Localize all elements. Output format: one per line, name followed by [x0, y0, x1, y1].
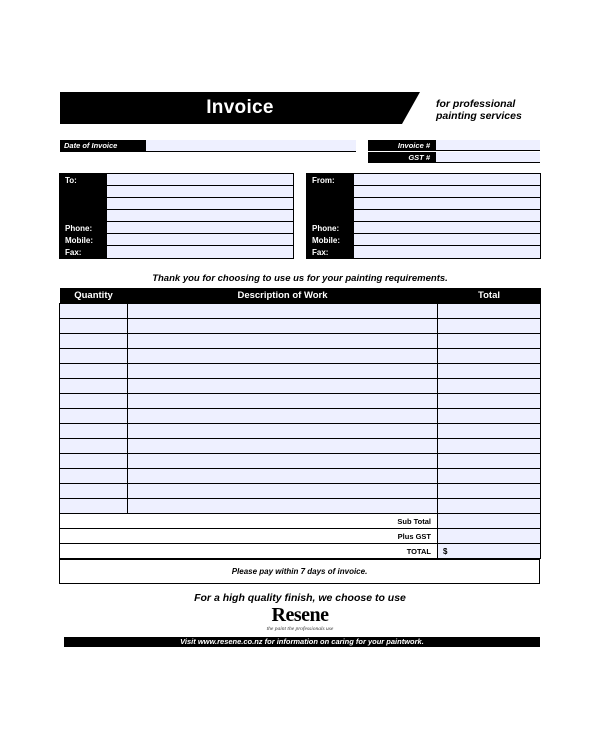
total-cell[interactable]: [438, 499, 541, 514]
description-cell[interactable]: [128, 364, 438, 379]
from-line-4[interactable]: [354, 210, 540, 222]
quantity-cell[interactable]: [60, 364, 128, 379]
quantity-cell[interactable]: [60, 334, 128, 349]
table-row: [60, 379, 541, 394]
quantity-cell[interactable]: [60, 409, 128, 424]
to-line-2[interactable]: [107, 186, 293, 198]
quantity-cell[interactable]: [60, 424, 128, 439]
from-fax-label: Fax:: [312, 248, 329, 257]
quantity-cell[interactable]: [60, 469, 128, 484]
invoice-title: Invoice: [206, 97, 274, 118]
table-row: [60, 364, 541, 379]
to-address-box: [59, 173, 294, 259]
to-line-1[interactable]: [107, 174, 293, 186]
total-cell[interactable]: [438, 409, 541, 424]
work-table: [59, 288, 541, 559]
table-row: [60, 334, 541, 349]
subtotal-label: Sub Total: [60, 514, 438, 529]
from-address-box: [306, 173, 541, 259]
table-header-row: [60, 288, 541, 304]
resene-logo-tagline: the paint the professionals use: [266, 626, 334, 632]
from-label: From:: [312, 176, 335, 185]
plus-gst-label: Plus GST: [60, 529, 438, 544]
to-phone-field[interactable]: [107, 222, 293, 234]
description-cell[interactable]: [128, 439, 438, 454]
plus-gst-cell[interactable]: [438, 529, 541, 544]
quantity-cell[interactable]: [60, 379, 128, 394]
from-mobile-field[interactable]: [354, 234, 540, 246]
table-row: [60, 349, 541, 364]
total-label: TOTAL: [60, 544, 438, 559]
quantity-cell[interactable]: [60, 484, 128, 499]
from-mobile-label: Mobile:: [312, 236, 340, 245]
gst-number-field[interactable]: [436, 152, 540, 163]
from-fax-field[interactable]: [354, 246, 540, 258]
work-table-body: [60, 304, 541, 559]
quality-statement: For a high quality finish, we choose to use: [194, 592, 406, 604]
table-row: [60, 484, 541, 499]
total-cell[interactable]: [438, 319, 541, 334]
thank-you-message: Thank you for choosing to use us for your painting requirements.: [152, 273, 448, 284]
total-cell[interactable]: [438, 304, 541, 319]
total-cell[interactable]: [438, 424, 541, 439]
table-row: [60, 304, 541, 319]
description-cell[interactable]: [128, 394, 438, 409]
gst-number-label: GST #: [368, 152, 436, 163]
total-cell[interactable]: [438, 394, 541, 409]
quantity-cell[interactable]: [60, 499, 128, 514]
description-cell[interactable]: [128, 499, 438, 514]
quantity-cell[interactable]: [60, 439, 128, 454]
to-mobile-label: Mobile:: [65, 236, 93, 245]
table-row: [60, 454, 541, 469]
table-row: [60, 469, 541, 484]
total-cell[interactable]: [438, 454, 541, 469]
description-cell[interactable]: [128, 424, 438, 439]
description-cell[interactable]: [128, 484, 438, 499]
total-cell[interactable]: [438, 349, 541, 364]
grand-total-cell[interactable]: $: [438, 544, 541, 559]
from-line-2[interactable]: [354, 186, 540, 198]
to-fax-label: Fax:: [65, 248, 82, 257]
quantity-cell[interactable]: [60, 454, 128, 469]
description-cell[interactable]: [128, 409, 438, 424]
quantity-cell[interactable]: [60, 349, 128, 364]
invoice-number-field[interactable]: [436, 140, 540, 151]
from-label-column: [307, 174, 354, 258]
quantity-header: Quantity: [60, 288, 128, 304]
quantity-cell[interactable]: [60, 319, 128, 334]
payment-terms: Please pay within 7 days of invoice.: [59, 559, 540, 584]
description-cell[interactable]: [128, 334, 438, 349]
table-row: [60, 424, 541, 439]
from-fields: [354, 174, 540, 258]
to-label: To:: [65, 176, 77, 185]
description-cell[interactable]: [128, 379, 438, 394]
to-line-4[interactable]: [107, 210, 293, 222]
total-cell[interactable]: [438, 334, 541, 349]
total-cell[interactable]: [438, 439, 541, 454]
table-row: [60, 409, 541, 424]
description-cell[interactable]: [128, 469, 438, 484]
subtotal-cell[interactable]: [438, 514, 541, 529]
from-line-1[interactable]: [354, 174, 540, 186]
total-row: [60, 544, 541, 559]
description-cell[interactable]: [128, 304, 438, 319]
table-row: [60, 499, 541, 514]
total-header: Total: [438, 288, 541, 304]
from-phone-field[interactable]: [354, 222, 540, 234]
from-line-3[interactable]: [354, 198, 540, 210]
visit-website-bar: Visit www.resene.co.nz for information on caring for your paintwork.: [64, 637, 540, 647]
to-fax-field[interactable]: [107, 246, 293, 258]
to-fields: [107, 174, 293, 258]
to-phone-label: Phone:: [65, 224, 93, 233]
table-row: [60, 439, 541, 454]
subtotal-row: [60, 514, 541, 529]
to-label-column: [60, 174, 107, 258]
description-cell[interactable]: [128, 319, 438, 334]
from-phone-label: Phone:: [312, 224, 340, 233]
quantity-cell[interactable]: [60, 304, 128, 319]
description-header: Description of Work: [128, 288, 438, 304]
quantity-cell[interactable]: [60, 394, 128, 409]
to-line-3[interactable]: [107, 198, 293, 210]
total-cell[interactable]: [438, 469, 541, 484]
to-mobile-field[interactable]: [107, 234, 293, 246]
table-row: [60, 319, 541, 334]
table-row: [60, 394, 541, 409]
plus-gst-row: [60, 529, 541, 544]
description-cell[interactable]: [128, 454, 438, 469]
total-cell[interactable]: [438, 364, 541, 379]
resene-logo: Resene: [271, 604, 329, 626]
invoice-number-row: [368, 140, 540, 151]
total-cell[interactable]: [438, 379, 541, 394]
total-cell[interactable]: [438, 484, 541, 499]
date-of-invoice-label: Date of Invoice: [60, 140, 146, 152]
gst-number-row: [368, 152, 540, 163]
date-of-invoice-field[interactable]: [146, 140, 356, 152]
invoice-number-label: Invoice #: [368, 140, 436, 151]
description-cell[interactable]: [128, 349, 438, 364]
tagline: for professional painting services: [436, 98, 522, 122]
